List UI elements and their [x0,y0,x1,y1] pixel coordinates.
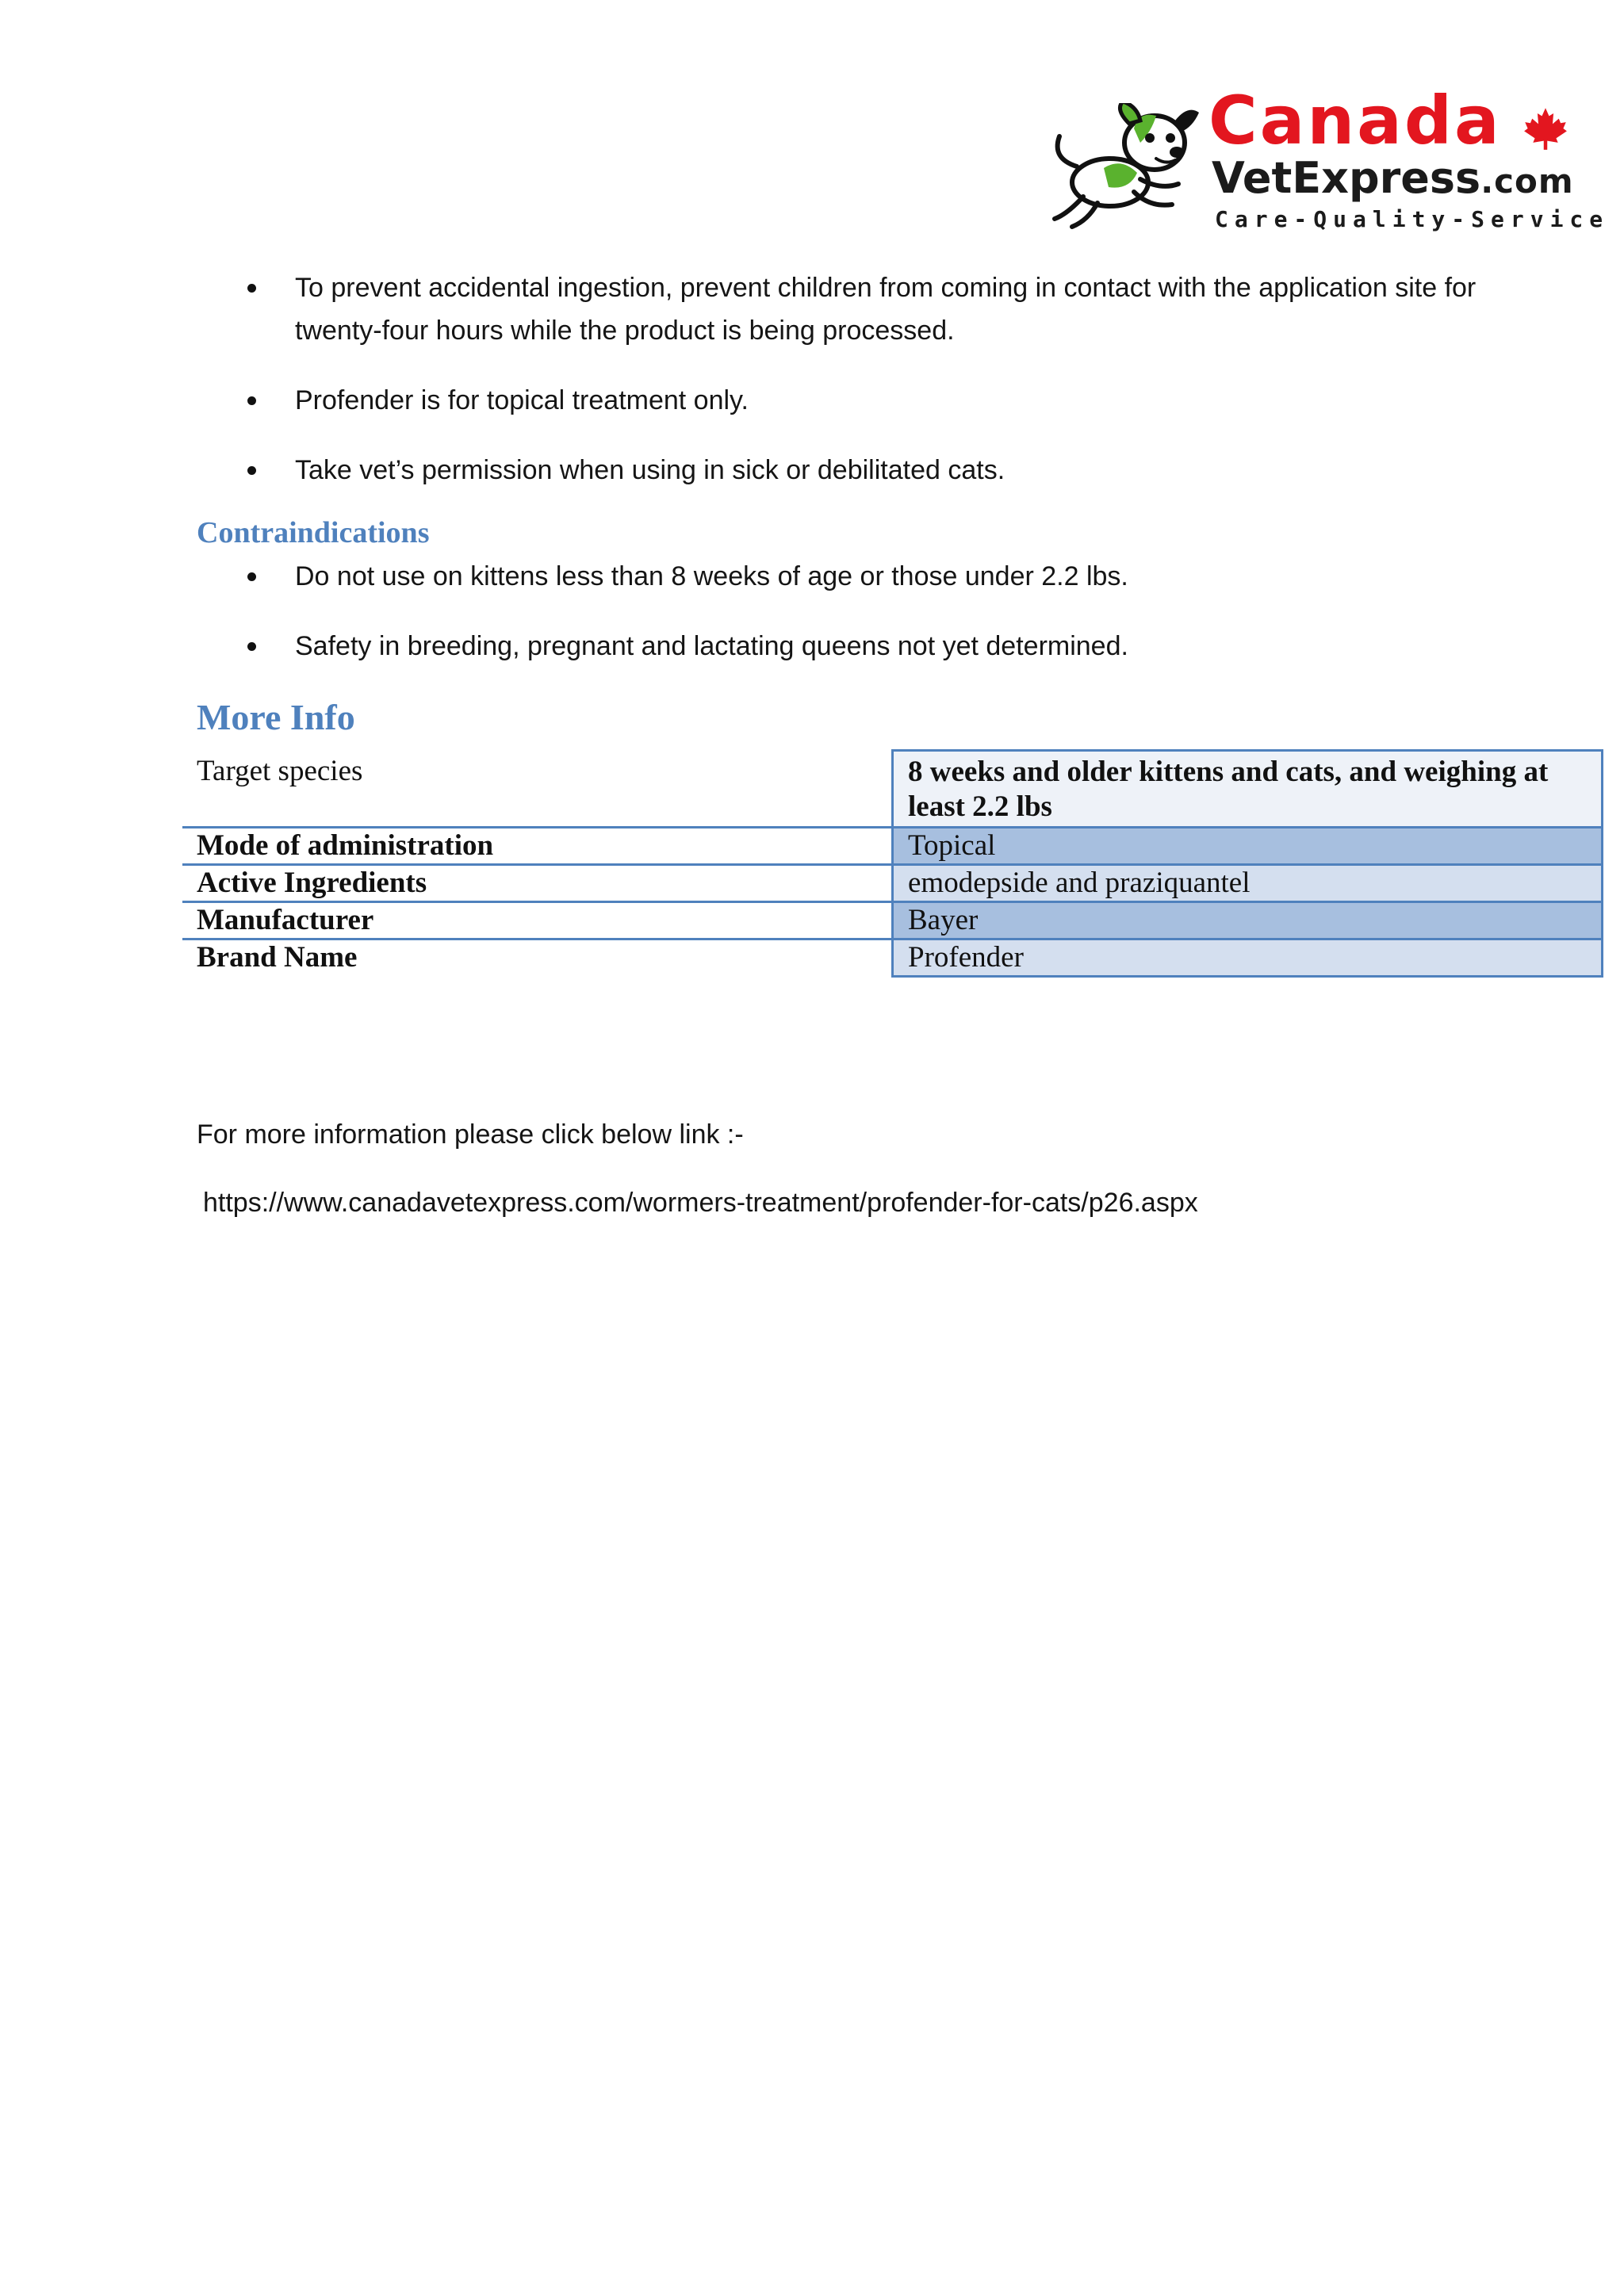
row-value: Bayer [893,902,1603,939]
row-value: emodepside and praziquantel [893,865,1603,902]
list-item-text: To prevent accidental ingestion, prevent children from coming in contact with the application site for twenty-four hours while the product is being processed. [295,273,1477,346]
list-item [238,555,1554,598]
bullet-icon [247,642,256,651]
list-item-text: Take vet’s permission when using in sick or debilitated cats. [295,455,1005,485]
bullet-icon [247,572,256,581]
row-label: Active Ingredients [182,865,893,902]
bullet-icon [247,396,256,405]
dog-mascot-icon [1045,103,1204,230]
logo-vetexpress-text [1212,153,1574,203]
table-row [182,828,1603,865]
row-label: Manufacturer [182,902,893,939]
row-label: Target species [182,751,893,828]
more-info-prompt: For more information please click below link :- [197,1119,744,1150]
list-item [238,266,1554,352]
contraindications-list [238,555,1554,695]
row-label: Brand Name [197,941,358,974]
row-value: 8 weeks and older kittens and cats, and weighing at least 2.2 lbs [893,751,1603,828]
contraindications-heading: Contraindications [197,516,430,549]
site-logo [1045,82,1610,236]
row-label: Mode of administration [182,828,893,865]
list-item-text: Safety in breeding, pregnant and lactating queens not yet determined. [295,631,1128,661]
bullet-icon [247,466,256,475]
row-value: Topical [893,828,1603,865]
list-item-text: Profender is for topical treatment only. [295,385,749,415]
list-item-text: Do not use on kittens less than 8 weeks of age or those under 2.2 lbs. [295,561,1128,591]
precautions-list [238,266,1554,519]
product-page-link[interactable]: https://www.canadavetexpress.com/wormers-treatment/profender-for-cats/p26.aspx [203,1188,1198,1218]
logo-dotcom-text: .com [1480,162,1574,201]
logo-tagline: Care-Quality-Service [1215,206,1610,232]
more-info-heading: More Info [197,697,355,737]
table-row [182,865,1603,902]
table-row [182,902,1603,939]
logo-canada-text: Canada [1208,82,1502,159]
list-item [238,379,1554,422]
table-row [182,939,1603,977]
table-row [182,751,1603,828]
product-info-table [182,749,1603,978]
logo-vetexpress-word: VetExpress [1212,153,1481,203]
row-value: Profender [893,939,1603,977]
list-item [238,449,1554,492]
list-item [238,625,1554,668]
maple-leaf-icon [1523,106,1568,151]
bullet-icon [247,284,256,293]
